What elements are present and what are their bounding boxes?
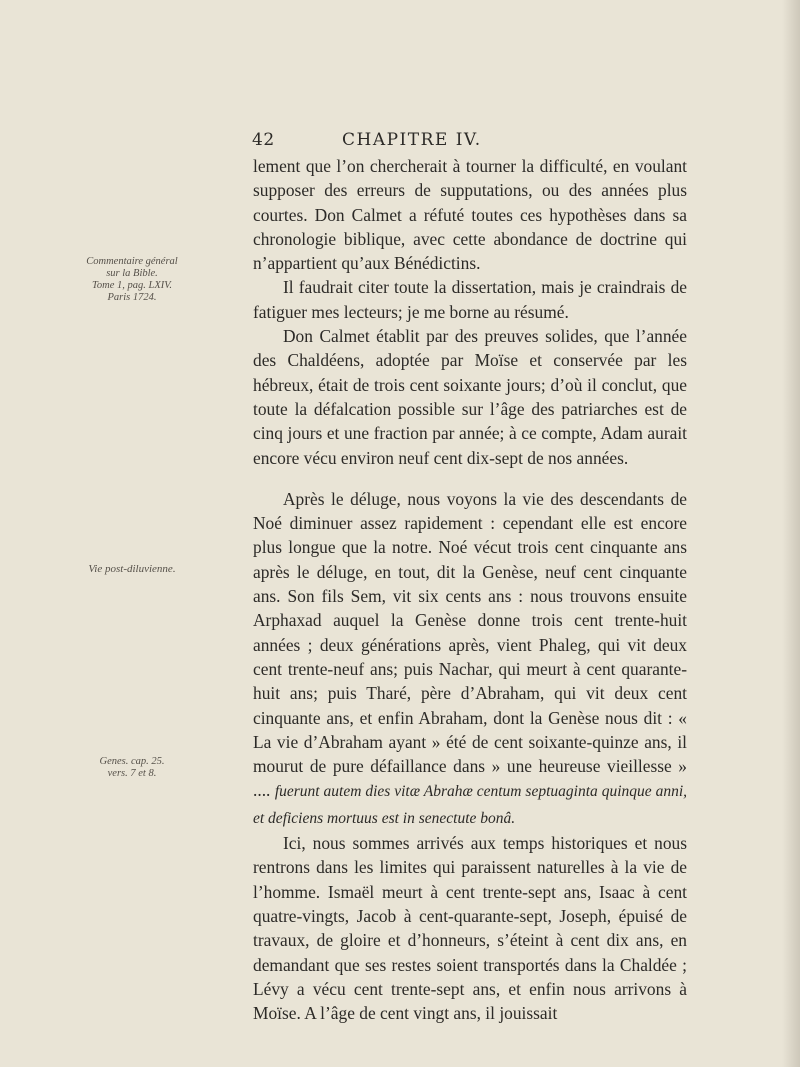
running-title: CHAPITRE IV.	[342, 130, 482, 150]
paragraph-4-text: Après le déluge, nous voyons la vie des descendants de Noé diminuer assez rapidement : cependant elle est encore plus longue que la notre. Noé vécut trois cent cinquante ans après le déluge, en tout, dit la Genèse, neuf cent cinquante ans. Son fils Sem, vit six cents ans : nous trouvons ensuite Arphaxad auquel la Genèse donne trois cent trente-huit années ; deux générations après, vient Phaleg, qui vit deux cent trente-neuf ans; puis Nachar, qui meurt à cent quarante-huit ans; puis Tharé, père d’Abraham, qui vit deux cent cinquante ans, et enfin Abraham, dont la Genèse nous dit : « La vie d’Abraham ayant » été de cent soixante-quinze ans, il mourut de pure défaillance dans » une heureuse vieillesse » ....	[253, 488, 687, 801]
margin-note-line: Paris 1724.	[107, 292, 157, 303]
page-edge-shadow	[782, 0, 800, 1067]
page-number: 42	[252, 130, 275, 150]
paragraph-5: Ici, nous sommes arrivés aux temps historiques et nous rentrons dans les limites qui paraissent naturelles à la vie de l’homme. Ismaël meurt à cent trente-sept ans, Isaac à cent quatre-vingts, Jacob à cent-quarante-sept, Joseph, épuisé de travaux, de gloire et d’honneurs, s’éteint à cent dix ans, en demandant que ses restes soient transportés dans la Chaldée ; Lévy a vécu cent trente-sept ans, et enfin nous arrivons à Moïse. A l’âge de cent vingt ans, il jouissait	[253, 833, 687, 1024]
margin-note-vie-post-diluvienne	[28, 563, 236, 575]
margin-note-line: Tome 1, pag. LXIV.	[92, 280, 172, 291]
paragraph-4	[253, 487, 687, 831]
margin-note-line: sur la Bible.	[106, 268, 158, 279]
body-text	[253, 154, 687, 1025]
paragraph-2: Il faudrait citer toute la dissertation, mais je craindrais de fatiguer mes lecteurs; je me borne au résumé.	[253, 277, 687, 322]
margin-note-genes	[28, 756, 236, 780]
margin-note-line: vers. 7 et 8.	[107, 768, 157, 779]
margin-note-line: Commentaire général	[86, 256, 178, 267]
paragraph-1: lement que l’on chercherait à tourner la difficulté, en voulant supposer des erreurs de supputations, ou des années plus courtes. Don Calmet a réfuté toutes ces hypothèses dans sa chronologie biblique, avec cette abondance de doctrine qui n’appartient qu’aux Bénédictins.	[253, 156, 687, 274]
page-header	[252, 130, 686, 156]
paragraph-3: Don Calmet établit par des preuves solides, que l’année des Chaldéens, adoptée par Moïse et conservée par les hébreux, était de trois cent soixante jours; d’où il conclut, que toute la défalcation possible sur l’âge des patriarches est de cinq jours et une fraction par année; à ce compte, Adam aurait encore vécu environ neuf cent dix-sept de nos années.	[253, 326, 687, 468]
margin-note-line: Genes. cap. 25.	[99, 756, 165, 767]
latin-quotation: fuerunt autem dies vitæ Abrahæ centum septuaginta quinque anni, et deficiens mortuus est in senectute bonâ.	[253, 783, 688, 827]
margin-note-line: Vie post-diluvienne.	[88, 563, 176, 575]
margin-note-commentaire	[28, 256, 236, 304]
